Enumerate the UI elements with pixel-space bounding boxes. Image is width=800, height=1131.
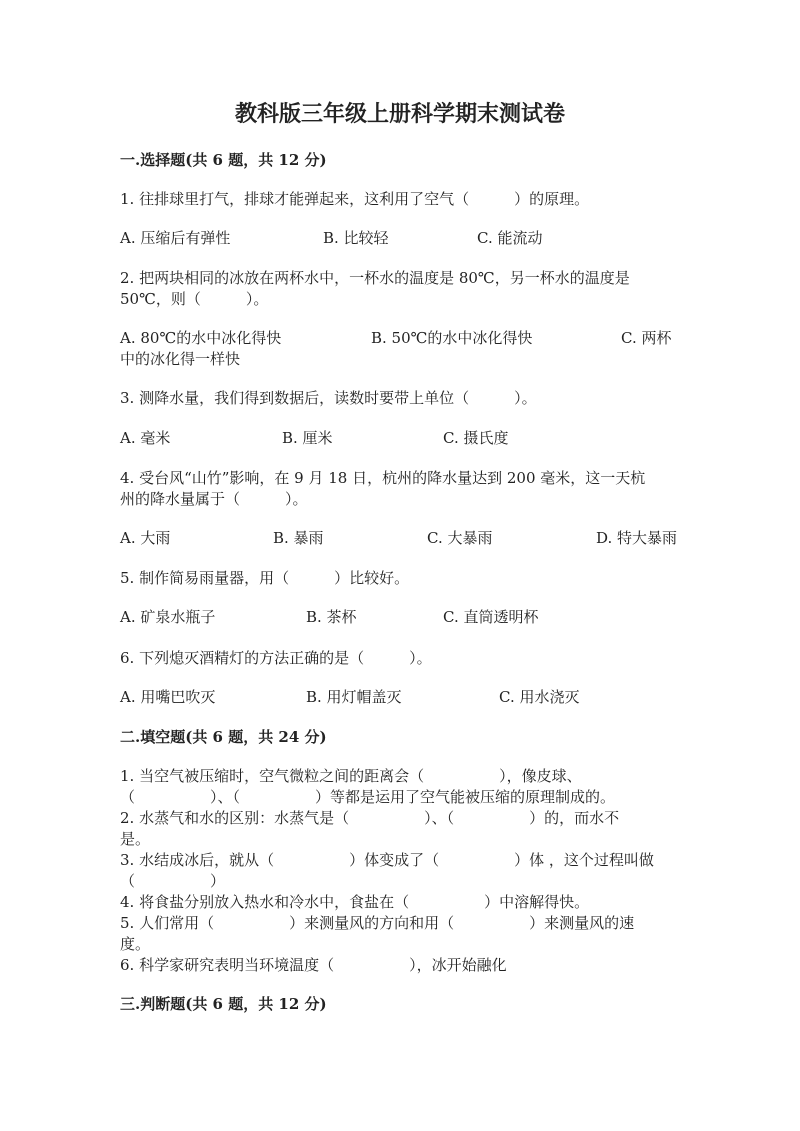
option: D. 特大暴雨 [596,529,678,547]
option: B. 50℃的水中冰化得快 [371,329,533,347]
fill-line: 是。 [120,830,151,848]
fill-line: （ ） [120,872,226,890]
section-heading: 一.选择题(共 6 题，共 12 分) [120,151,327,169]
fill-line: 4. 将食盐分别放入热水和冷水中，食盐在（ ）中溶解得快。 [120,893,590,911]
option: C. 两杯 [621,329,672,347]
option: C. 直筒透明杯 [443,608,539,626]
fill-line: 6. 科学家研究表明当环境温度（ ），冰开始融化 [120,956,507,974]
fill-line: 2. 水蒸气和水的区别：水蒸气是（ ）、（ ）的，而水不 [120,809,620,827]
option: A. 矿泉水瓶子 [120,608,216,626]
option: B. 用灯帽盖灭 [306,688,402,706]
option: C. 用水浇灭 [499,688,580,706]
question-text: 3. 测降水量，我们得到数据后，读数时要带上单位（ ）。 [120,389,537,407]
fill-line: （ ）、（ ）等都是运用了空气能被压缩的原理制成的。 [120,788,616,806]
fill-line: 3. 水结成冰后，就从（ ）体变成了（ ）体 ，这个过程叫做 [120,851,654,869]
question-text: 2. 把两块相同的冰放在两杯水中，一杯水的温度是 80℃，另一杯水的温度是 [120,269,630,287]
option: A. 毫米 [120,429,171,447]
option: C. 大暴雨 [427,529,493,547]
question-text: 4. 受台风“山竹”影响，在 9 月 18 日，杭州的降水量达到 200 毫米，这一天杭 [120,469,646,487]
fill-line: 5. 人们常用（ ）来测量风的方向和用（ ）来测量风的速 [120,914,635,932]
option: A. 大雨 [120,529,171,547]
fill-line: 度。 [120,935,151,953]
page-title: 教科版三年级上册科学期末测试卷 [234,101,565,127]
section-heading: 二.填空题(共 6 题，共 24 分) [120,728,327,746]
option: A. 80℃的水中冰化得快 [120,329,282,347]
option: A. 压缩后有弹性 [120,229,231,247]
section-heading: 三.判断题(共 6 题，共 12 分) [120,995,327,1013]
option: B. 茶杯 [306,608,357,626]
option: B. 暴雨 [273,529,324,547]
option: A. 用嘴巴吹灭 [120,688,216,706]
fill-line: 1. 当空气被压缩时，空气微粒之间的距离会（ ），像皮球、 [120,767,582,785]
question-text: 1. 往排球里打气，排球才能弹起来，这利用了空气（ ）的原理。 [120,190,590,208]
question-text: 50℃，则（ ）。 [120,290,269,308]
option: C. 能流动 [477,229,543,247]
option: C. 摄氏度 [443,429,509,447]
option: B. 厘米 [282,429,333,447]
question-text: 5. 制作简易雨量器，用（ ）比较好。 [120,569,410,587]
option-continuation: 中的冰化得一样快 [120,350,241,368]
option: B. 比较轻 [323,229,389,247]
question-text: 6. 下列熄灭酒精灯的方法正确的是（ ）。 [120,649,432,667]
question-text: 州的降水量属于（ ）。 [120,490,308,508]
